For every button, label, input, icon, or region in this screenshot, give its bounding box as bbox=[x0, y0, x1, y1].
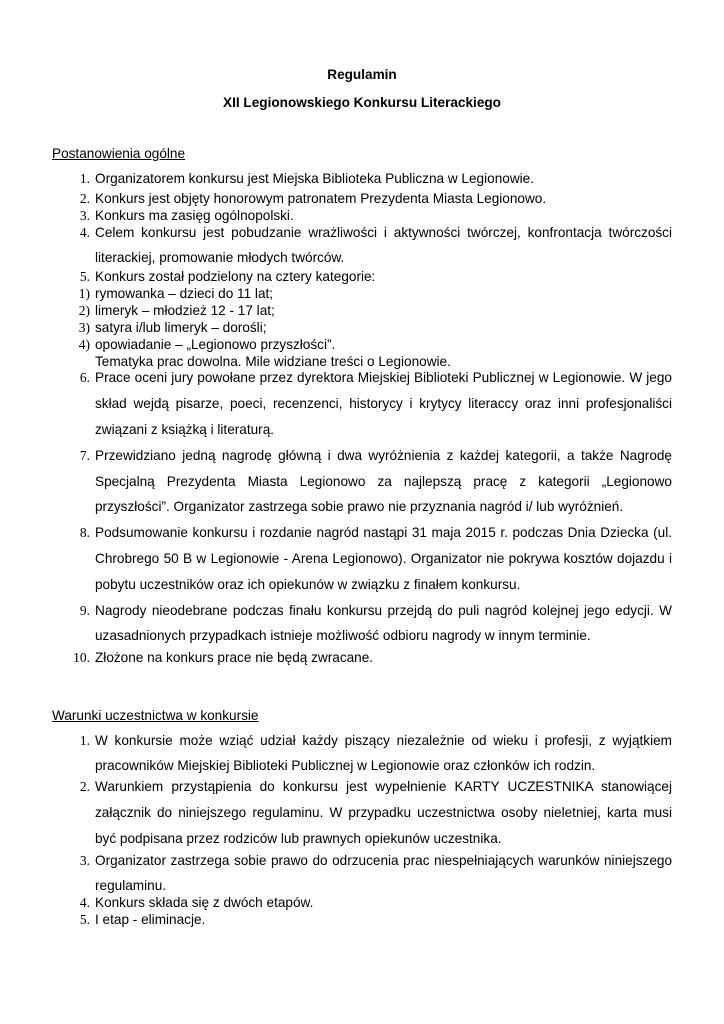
list-item bbox=[52, 168, 672, 189]
list-item-text: Konkurs ma zasięg ogólnopolski. bbox=[95, 208, 294, 223]
list-item-text: Organizatorem konkursu jest Miejska Biblioteka Publiczna w Legionowie. bbox=[95, 171, 534, 186]
list-item bbox=[52, 443, 672, 520]
list-item-text: I etap - eliminacje. bbox=[95, 912, 206, 927]
list-item-text: Konkurs został podzielony na cztery kategorie: bbox=[95, 269, 376, 284]
category-number: 2) bbox=[78, 303, 90, 318]
list-item-text: Celem konkursu jest pobudzanie wrażliwości i aktywności twórczej, konfrontacja twórczości literackiej, promowanie młodych twórców. bbox=[95, 225, 672, 265]
category-number: 3) bbox=[78, 320, 90, 335]
category-item bbox=[78, 302, 672, 319]
category-text: opowiadanie – „Legionowo przyszłości”. bbox=[95, 337, 336, 352]
list-item-text: Prace oceni jury powołane przez dyrektora Miejskiej Biblioteki Publicznej w Legionowie. W jego skład wejdą pisarze, poeci, recenzenci, historycy i krytycy literaccy oraz inni profesjonaliści związani z książką i literaturą. bbox=[95, 370, 672, 437]
list-item-number: 5. bbox=[79, 912, 90, 927]
list-item bbox=[52, 365, 672, 443]
list-item bbox=[52, 520, 672, 598]
list-item-number: 6. bbox=[79, 370, 90, 385]
list-item bbox=[52, 774, 672, 852]
list-item-number: 4. bbox=[79, 895, 90, 910]
list-item-text: Przewidziano jedną nagrodę główną i dwa wyróżnienia z każdej kategorii, a także Nagrodę Specjalną Prezydenta Miasta Legionowo za najlepszą pracę z kategorii „Legionowo przyszłości”. Organizator zastrzega sobie prawo nie przyznania nagród i/ lub wyróżnień. bbox=[95, 448, 672, 514]
category-text: limeryk – młodzież 12 - 17 lat; bbox=[95, 303, 275, 318]
category-item bbox=[78, 285, 672, 302]
list-item bbox=[52, 598, 672, 649]
list-item-text: W konkursie może wziąć udział każdy piszący niezależnie od wieku i profesji, z wyjątkiem pracowników Miejskiej Biblioteki Publicznej w Legionowie oraz członków ich rodzin. bbox=[95, 733, 672, 773]
list-item bbox=[52, 911, 672, 928]
category-number: 1) bbox=[78, 286, 90, 301]
category-list bbox=[78, 285, 672, 353]
list-item bbox=[52, 268, 672, 370]
list-item-text: Warunkiem przystąpienia do konkursu jest wypełnienie KARTY UCZESTNIKA stanowiącej załącznik do niniejszego regulaminu. W przypadku uczestnictwa osoby nieletniej, karta musi być podpisana przez rodziców lub prawnych opiekunów uczestnika. bbox=[95, 779, 672, 846]
section-heading-participation: Warunki uczestnictwa w konkursie bbox=[52, 708, 259, 723]
list-item-text: Złożone na konkurs prace nie będą zwracane. bbox=[95, 649, 374, 665]
list-item bbox=[52, 190, 672, 207]
general-provisions-list bbox=[52, 168, 672, 666]
list-item-text: Organizator zastrzega sobie prawo do odrzucenia prac niespełniających warunków niniejszego regulaminu. bbox=[95, 853, 672, 893]
list-item bbox=[52, 220, 672, 270]
list-item-text: Podsumowanie konkursu i rozdanie nagród nastąpi 31 maja 2015 r. podczas Dnia Dziecka (ul. Chrobrego 50 B w Legionowie - Arena Legionowo). Organizator nie pokrywa kosztów dojazdu i pobytu uczestników oraz ich opiekunów w związku z finałem konkursu. bbox=[95, 524, 672, 592]
category-text: satyra i/lub limeryk – dorośli; bbox=[95, 320, 267, 335]
document-title: Regulamin bbox=[327, 67, 397, 82]
participation-conditions-list bbox=[52, 728, 672, 928]
list-item bbox=[52, 728, 672, 778]
list-item-number: 1. bbox=[79, 171, 90, 186]
list-item-number: 2. bbox=[79, 779, 90, 794]
category-item bbox=[78, 336, 672, 353]
list-item-text: Konkurs składa się z dwóch etapów. bbox=[95, 895, 314, 910]
list-item-number: 3. bbox=[79, 853, 90, 868]
list-item-number: 8. bbox=[79, 524, 90, 540]
list-item-number: 9. bbox=[79, 602, 90, 618]
list-item-number: 3. bbox=[79, 208, 90, 223]
categories-note: Tematyka prac dowolna. Mile widziane treści o Legionowie. bbox=[95, 354, 451, 369]
list-item-text: Konkurs jest objęty honorowym patronatem Prezydenta Miasta Legionowo. bbox=[95, 191, 547, 206]
list-item-number: 4. bbox=[79, 225, 90, 240]
list-item bbox=[52, 649, 672, 666]
list-item bbox=[52, 848, 672, 898]
list-item-number: 5. bbox=[79, 269, 90, 284]
category-item bbox=[78, 319, 672, 336]
list-item-text: Nagrody nieodebrane podczas finału konkursu przejdą do puli nagród kolejnej jego edycji. W uzasadnionych przypadkach istnieje możliwość odbioru nagrody w innym terminie. bbox=[95, 602, 672, 643]
list-item-number: 2. bbox=[79, 191, 90, 206]
list-item bbox=[52, 894, 672, 911]
document-subtitle: XII Legionowskiego Konkursu Literackiego bbox=[223, 95, 501, 110]
section-heading-general: Postanowienia ogólne bbox=[52, 146, 186, 161]
category-text: rymowanka – dzieci do 11 lat; bbox=[95, 286, 274, 301]
list-item-number: 1. bbox=[79, 733, 90, 748]
list-item-number: 10. bbox=[73, 649, 90, 665]
category-number: 4) bbox=[78, 337, 90, 352]
list-item-number: 7. bbox=[79, 448, 90, 463]
